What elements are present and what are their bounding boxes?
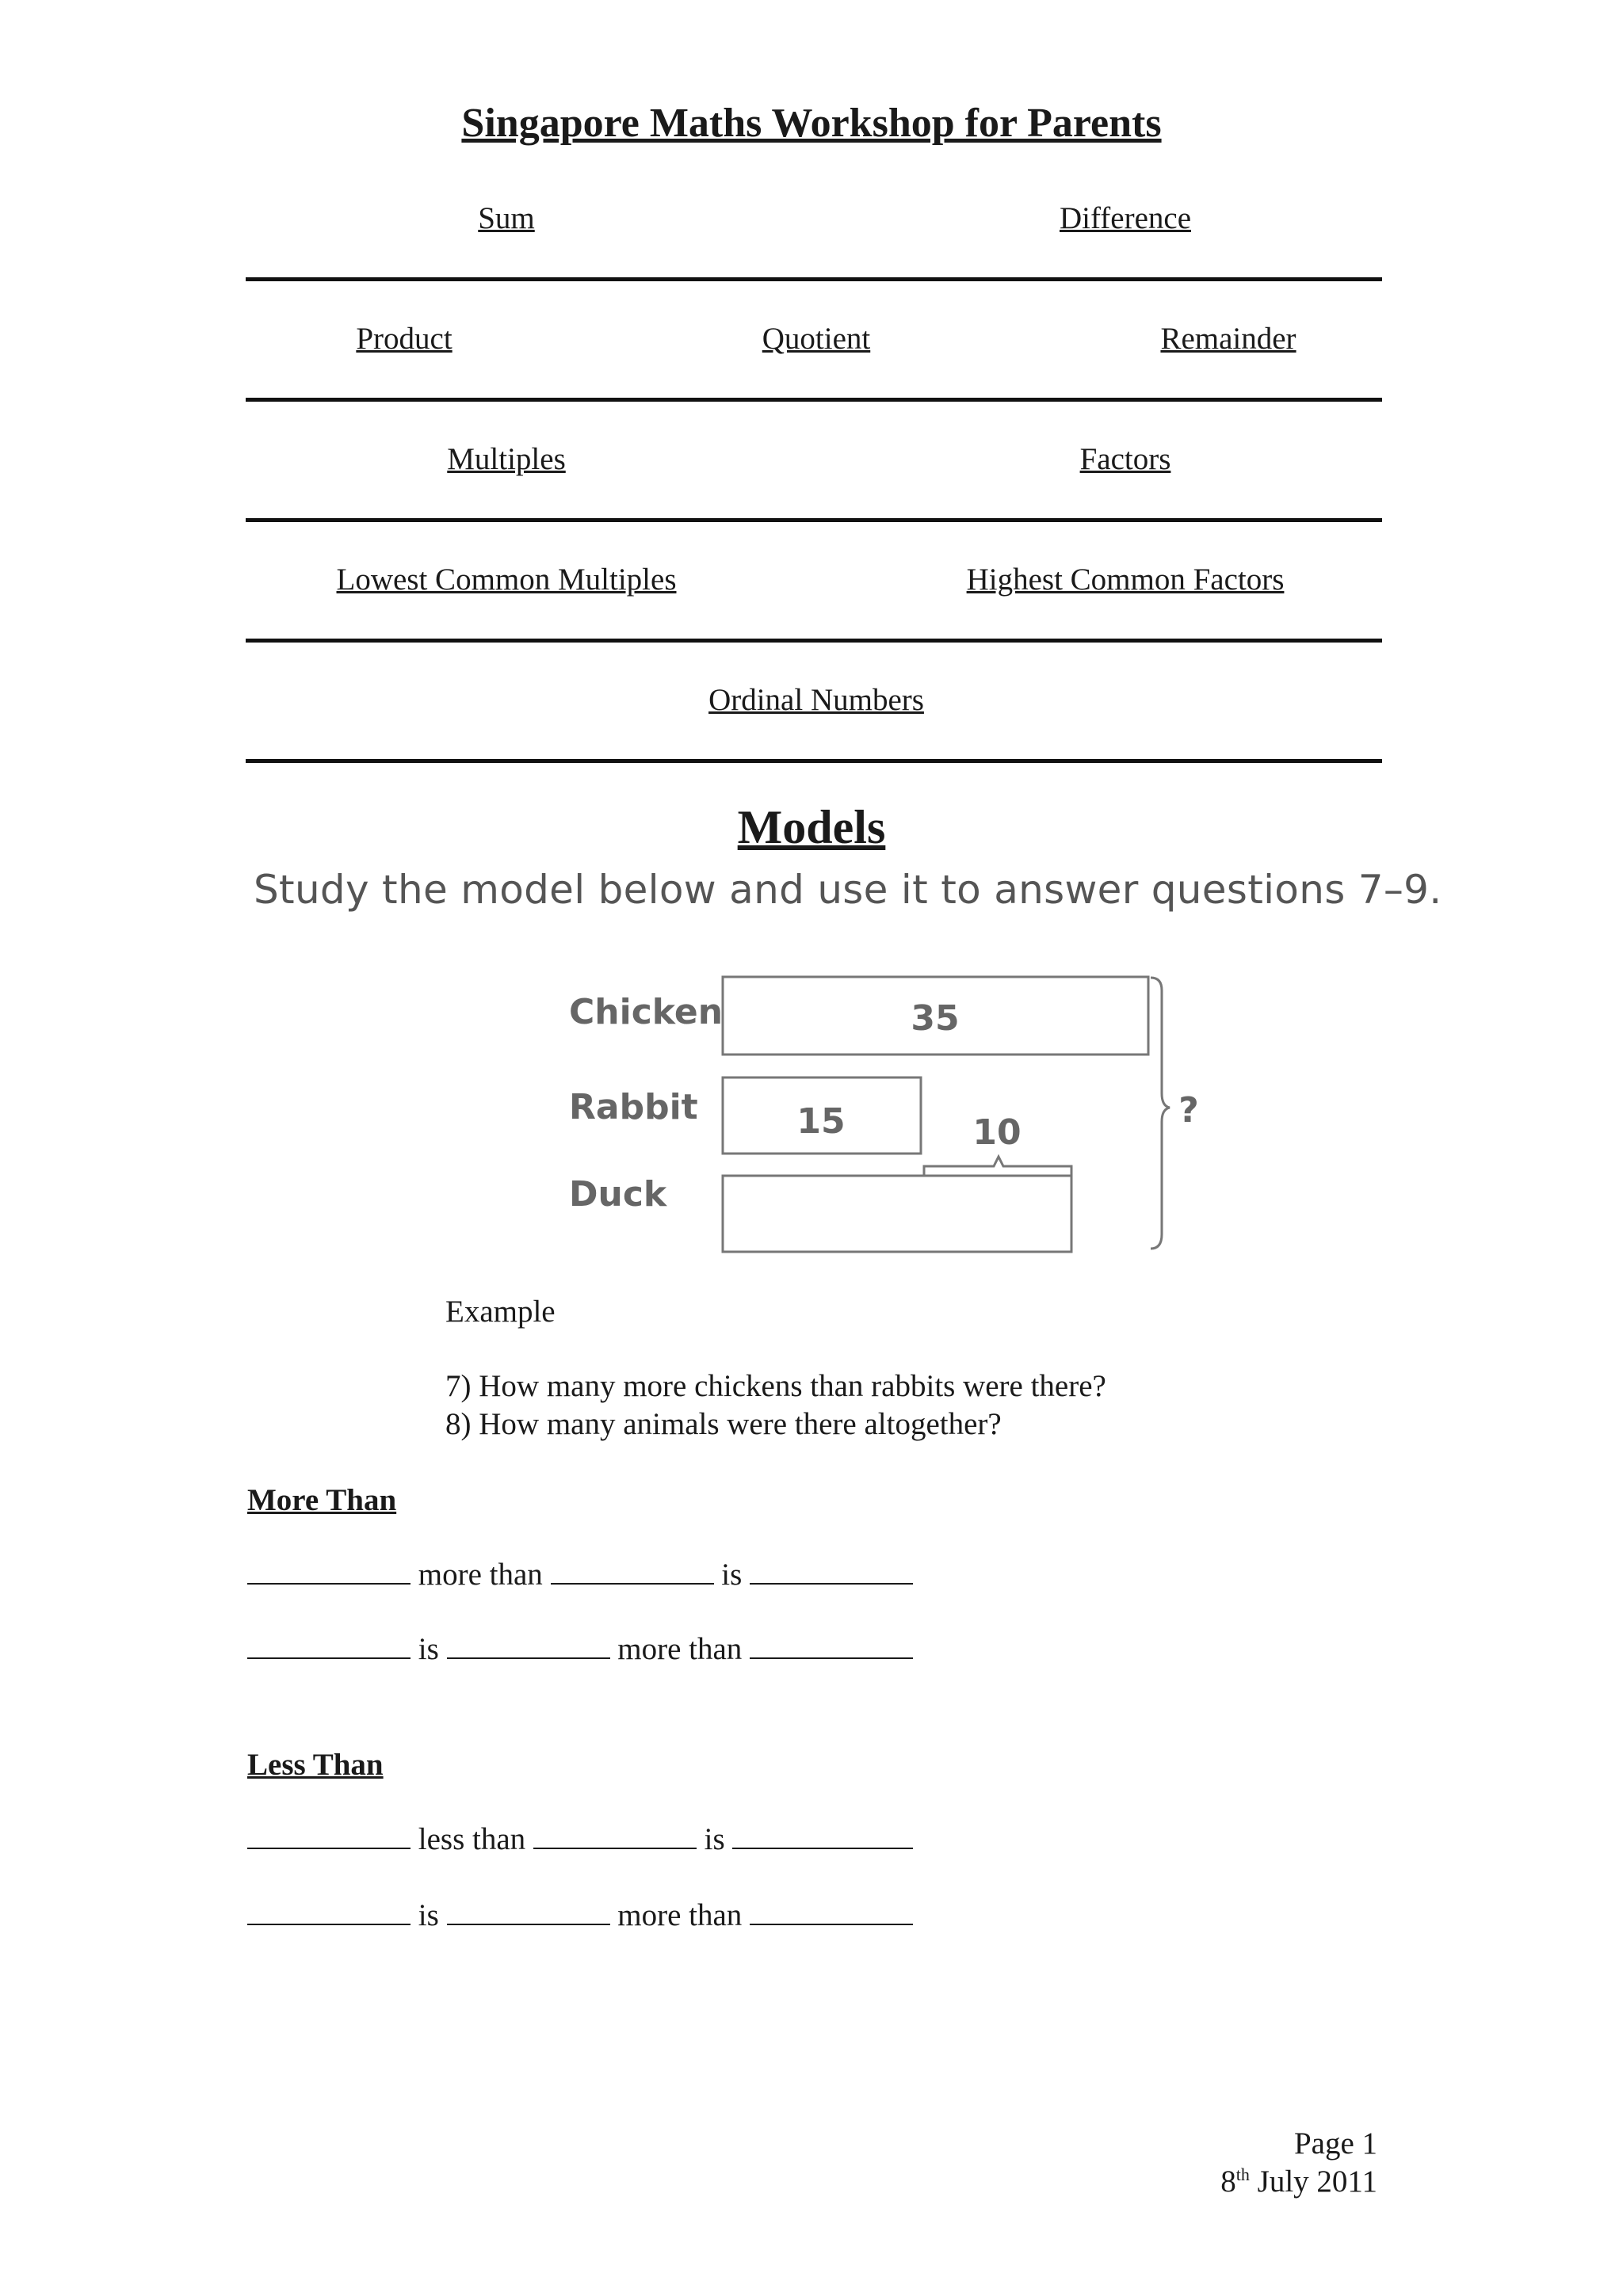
chicken-value: 35 [911, 998, 960, 1039]
question-8: 8) How many animals were there altogether? [445, 1407, 1002, 1441]
rabbit-value: 15 [796, 1101, 846, 1142]
term-product: Product [356, 322, 453, 356]
answer-blank[interactable] [447, 1895, 610, 1925]
answer-blank[interactable] [247, 1554, 411, 1585]
question-7: 7) How many more chickens than rabbits were there? [445, 1369, 1106, 1403]
page-number: Page 1 [1293, 2126, 1377, 2161]
term-ordinal-numbers: Ordinal Numbers [708, 683, 924, 717]
answer-blank[interactable] [533, 1819, 697, 1849]
example-label: Example [445, 1295, 556, 1329]
phrase: less than [418, 1822, 526, 1856]
more-than-line-2 [247, 1629, 913, 1669]
label-chicken: Chicken [569, 992, 724, 1032]
label-duck: Duck [569, 1174, 667, 1215]
date-day: 8 [1220, 2164, 1236, 2199]
answer-blank[interactable] [732, 1819, 913, 1849]
answer-blank[interactable] [750, 1629, 913, 1659]
term-hcf: Highest Common Factors [966, 563, 1285, 597]
duck-bar [723, 1176, 1071, 1252]
models-title: Models [737, 801, 886, 853]
label-rabbit: Rabbit [569, 1087, 698, 1127]
less-than-heading: Less Than [247, 1748, 384, 1782]
term-lcm: Lowest Common Multiples [336, 563, 677, 597]
total-brace [1151, 978, 1170, 1249]
phrase: is [418, 1898, 439, 1932]
more-than-line-1 [247, 1554, 913, 1594]
difference-value: 10 [972, 1112, 1022, 1153]
answer-blank[interactable] [247, 1819, 411, 1849]
total-label: ? [1178, 1090, 1199, 1131]
answer-blank[interactable] [247, 1629, 411, 1659]
difference-brace [924, 1157, 1071, 1176]
less-than-line-2 [247, 1895, 913, 1935]
page-title: Singapore Maths Workshop for Parents [461, 101, 1162, 146]
term-quotient: Quotient [762, 322, 871, 356]
answer-blank[interactable] [551, 1554, 714, 1585]
footer-date [1220, 2163, 1377, 2201]
less-than-line-1 [247, 1819, 913, 1859]
model-instruction: Study the model below and use it to answer questions 7–9. [254, 867, 1442, 913]
phrase: more than [617, 1632, 743, 1666]
answer-blank[interactable] [447, 1629, 610, 1659]
term-remainder: Remainder [1160, 322, 1296, 356]
date-rest: July 2011 [1249, 2164, 1377, 2199]
date-suffix: th [1235, 2164, 1250, 2184]
phrase: more than [617, 1898, 743, 1932]
term-sum: Sum [478, 201, 535, 235]
term-factors: Factors [1079, 442, 1171, 476]
answer-blank[interactable] [750, 1554, 913, 1585]
term-multiples: Multiples [447, 442, 566, 476]
phrase: more than [418, 1558, 543, 1592]
term-difference: Difference [1060, 201, 1191, 235]
phrase: is [418, 1632, 439, 1666]
phrase: is [721, 1558, 743, 1592]
phrase: is [704, 1822, 725, 1856]
answer-blank[interactable] [750, 1895, 913, 1925]
answer-blank[interactable] [247, 1895, 411, 1925]
more-than-heading: More Than [247, 1483, 397, 1517]
